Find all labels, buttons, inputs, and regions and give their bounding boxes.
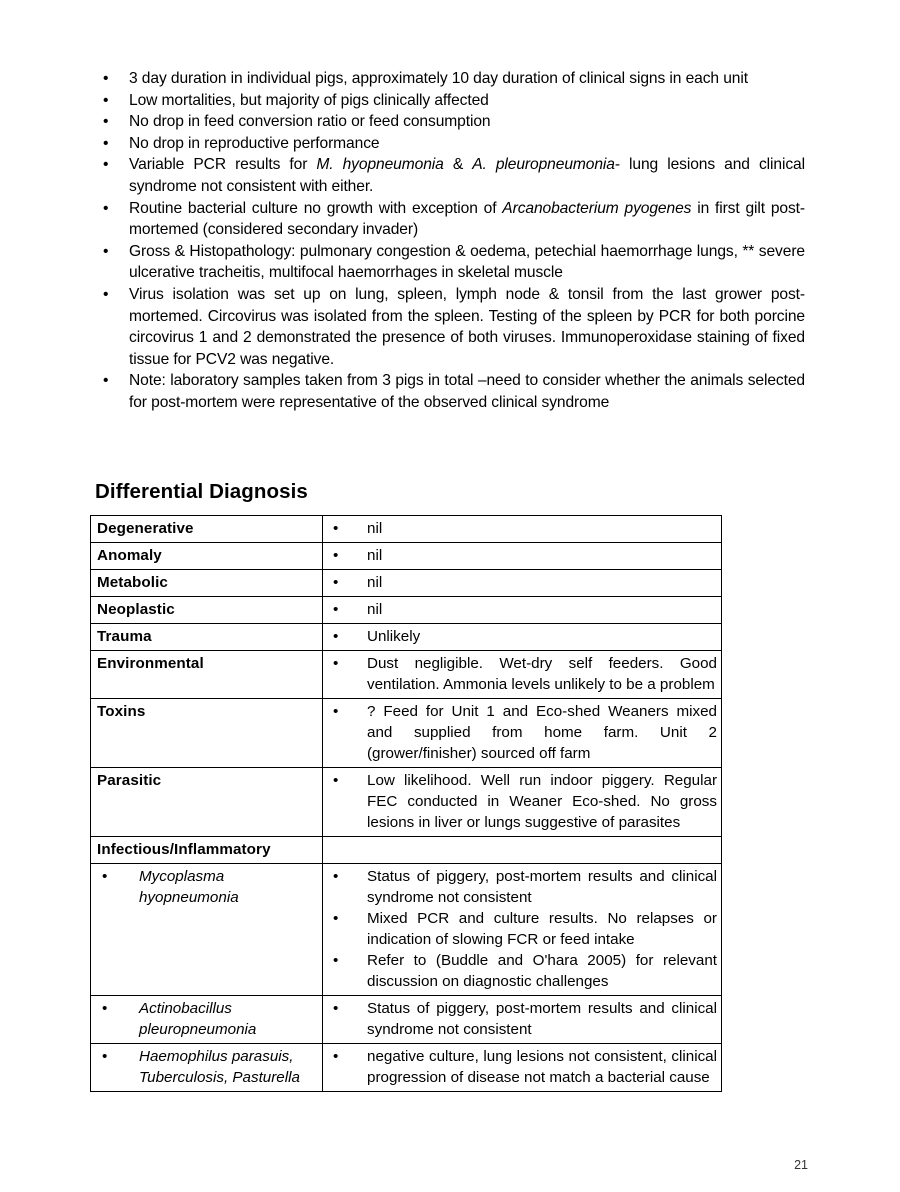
finding-item-virus-isolation bbox=[95, 284, 805, 370]
bullet-icon: • bbox=[102, 1000, 108, 1017]
finding-text bbox=[129, 243, 805, 282]
text-run: Variable PCR results for bbox=[129, 156, 317, 174]
list-item bbox=[327, 653, 717, 695]
category-cell-toxins bbox=[91, 699, 323, 768]
list-item bbox=[327, 950, 717, 992]
bullet-icon: • bbox=[103, 70, 109, 87]
category-label: Degenerative bbox=[97, 520, 194, 537]
bullet-icon: • bbox=[103, 242, 109, 260]
finding-text bbox=[129, 200, 805, 239]
findings-list bbox=[327, 518, 717, 539]
clinical-findings-list bbox=[95, 68, 805, 414]
category-cell-infectious-inflammatory bbox=[91, 837, 323, 864]
list-item bbox=[327, 572, 717, 593]
finding-text: Status of piggery, post-mortem results and clinical syndrome not consistent bbox=[367, 1000, 717, 1038]
bullet-icon: • bbox=[102, 1048, 108, 1065]
category-cell-parasitic bbox=[91, 768, 323, 837]
list-item bbox=[327, 770, 717, 833]
finding-item-pcr-results bbox=[95, 154, 805, 197]
category-bullet-row bbox=[97, 866, 318, 908]
table-row bbox=[91, 516, 722, 543]
finding-text bbox=[129, 135, 379, 152]
list-item bbox=[327, 599, 717, 620]
list-item bbox=[327, 998, 717, 1040]
findings-list bbox=[327, 653, 717, 695]
finding-text: Dust negligible. Wet-dry self feeders. Good ventilation. Ammonia levels unlikely to be a problem bbox=[367, 655, 717, 693]
bullet-icon: • bbox=[103, 156, 109, 174]
table-row bbox=[91, 699, 722, 768]
findings-cell-infectious-inflammatory bbox=[323, 837, 722, 864]
finding-text: nil bbox=[367, 547, 383, 564]
category-cell-actinobacillus-pleuropneumonia bbox=[91, 996, 323, 1044]
bullet-icon: • bbox=[103, 372, 109, 390]
findings-list bbox=[327, 770, 717, 833]
category-label: Infectious/Inflammatory bbox=[97, 841, 271, 858]
category-cell-neoplastic bbox=[91, 597, 323, 624]
bullet-icon: • bbox=[333, 520, 339, 537]
bullet-icon: • bbox=[333, 655, 339, 672]
findings-cell-toxins bbox=[323, 699, 722, 768]
table-row bbox=[91, 837, 722, 864]
table-row bbox=[91, 864, 722, 996]
findings-cell-anomaly bbox=[323, 543, 722, 570]
category-bullet-row bbox=[97, 1046, 318, 1088]
finding-text bbox=[129, 113, 490, 130]
findings-list bbox=[327, 545, 717, 566]
finding-text: Low likelihood. Well run indoor piggery. Regular FEC conducted in Weaner Eco-shed. No gross lesions in liver or lungs suggestive of parasites bbox=[367, 772, 717, 831]
table-row bbox=[91, 996, 722, 1044]
bullet-icon: • bbox=[333, 574, 339, 591]
table-row bbox=[91, 651, 722, 699]
list-item bbox=[327, 866, 717, 908]
findings-cell-neoplastic bbox=[323, 597, 722, 624]
bullet-icon: • bbox=[333, 628, 339, 645]
findings-cell-metabolic bbox=[323, 570, 722, 597]
page-title: Differential Diagnosis bbox=[95, 480, 308, 503]
category-bullet-row bbox=[97, 998, 318, 1040]
bullet-icon: • bbox=[102, 868, 108, 885]
table-row bbox=[91, 597, 722, 624]
table-body bbox=[91, 516, 722, 1092]
bullet-icon: • bbox=[103, 113, 109, 131]
bullet-icon: • bbox=[103, 91, 109, 109]
text-run: - lung lesions and clinical syndrome not consistent with either. bbox=[129, 156, 805, 195]
category-label: Anomaly bbox=[97, 547, 162, 564]
finding-text bbox=[129, 92, 489, 109]
bullet-icon: • bbox=[333, 952, 339, 969]
category-label: Toxins bbox=[97, 703, 146, 720]
category-label: Neoplastic bbox=[97, 601, 175, 618]
text-run: Gross & Histopathology: pulmonary congestion & oedema, petechial haemorrhage lungs, ** severe ulcerative tracheitis, multifocal haemorrhages in skeletal muscle bbox=[129, 242, 805, 282]
list-item bbox=[327, 1046, 717, 1088]
finding-text bbox=[129, 70, 748, 87]
findings-cell-haemophilus-parasuis bbox=[323, 1044, 722, 1092]
finding-text bbox=[129, 372, 805, 411]
category-cell-trauma bbox=[91, 624, 323, 651]
findings-cell-degenerative bbox=[323, 516, 722, 543]
text-run: Routine bacterial culture no growth with exception of bbox=[129, 199, 503, 217]
bullet-icon: • bbox=[103, 199, 109, 217]
category-label: Parasitic bbox=[97, 772, 162, 789]
text-run: Note: laboratory samples taken from 3 pigs in total –need to consider whether the animals selected for post-mortem were representative of the observed clinical syndrome bbox=[129, 372, 805, 411]
bullet-icon: • bbox=[333, 1000, 339, 1017]
page-number: 21 bbox=[794, 1158, 808, 1172]
findings-list bbox=[327, 572, 717, 593]
category-cell-metabolic bbox=[91, 570, 323, 597]
findings-cell-mycoplasma-hyopneumonia bbox=[323, 864, 722, 996]
finding-text bbox=[129, 156, 805, 195]
bullet-icon: • bbox=[103, 134, 109, 152]
list-item bbox=[327, 545, 717, 566]
bullet-icon: • bbox=[333, 601, 339, 618]
text-run: Virus isolation was set up on lung, spleen, lymph node & tonsil from the last grower post-mortemed. Circovirus was isolated from the spleen. Testing of the spleen by PCR for both porcine circovirus 1 and 2 demonstrated the presence of both viruses. Immunoperoxidase staining of fixed tissue for PCV2 was negative. bbox=[129, 285, 805, 368]
bullet-icon: • bbox=[333, 868, 339, 885]
findings-list bbox=[327, 1046, 717, 1088]
table-row bbox=[91, 768, 722, 837]
finding-item-duration bbox=[95, 68, 805, 90]
text-run: in first gilt post-mortemed (considered secondary invader) bbox=[129, 199, 805, 239]
finding-text bbox=[129, 286, 805, 368]
category-label: Haemophilus parasuis, Tuberculosis, Pasturella bbox=[139, 1048, 300, 1086]
differential-diagnosis-table bbox=[90, 515, 722, 1092]
category-cell-haemophilus-parasuis bbox=[91, 1044, 323, 1092]
species-name: M. hyopneumonia bbox=[316, 156, 444, 174]
table-row bbox=[91, 570, 722, 597]
category-label: Trauma bbox=[97, 628, 152, 645]
bullet-icon: • bbox=[103, 285, 109, 303]
findings-list bbox=[327, 626, 717, 647]
bullet-icon: • bbox=[333, 772, 339, 789]
findings-cell-actinobacillus-pleuropneumonia bbox=[323, 996, 722, 1044]
text-run: Low mortalities, but majority of pigs clinically affected bbox=[129, 91, 489, 109]
bullet-icon: • bbox=[333, 547, 339, 564]
list-item bbox=[327, 701, 717, 764]
findings-list bbox=[327, 701, 717, 764]
finding-text: Mixed PCR and culture results. No relapses or indication of slowing FCR or feed intake bbox=[367, 910, 717, 948]
category-cell-anomaly bbox=[91, 543, 323, 570]
finding-item-gross-histopathology bbox=[95, 241, 805, 284]
findings-list bbox=[327, 599, 717, 620]
findings-cell-trauma bbox=[323, 624, 722, 651]
finding-item-reproductive bbox=[95, 133, 805, 155]
category-label: Metabolic bbox=[97, 574, 168, 591]
finding-item-mortalities bbox=[95, 90, 805, 112]
finding-item-feed-conversion bbox=[95, 111, 805, 133]
category-cell-environmental bbox=[91, 651, 323, 699]
category-cell-degenerative bbox=[91, 516, 323, 543]
finding-item-bacterial-culture bbox=[95, 198, 805, 241]
finding-text: nil bbox=[367, 574, 383, 591]
finding-text: nil bbox=[367, 601, 383, 618]
finding-text: Status of piggery, post-mortem results and clinical syndrome not consistent bbox=[367, 868, 717, 906]
finding-text: Refer to (Buddle and O'hara 2005) for relevant discussion on diagnostic challenges bbox=[367, 952, 717, 990]
category-cell-mycoplasma-hyopneumonia bbox=[91, 864, 323, 996]
finding-text: ? Feed for Unit 1 and Eco-shed Weaners mixed and supplied from home farm. Unit 2 (grower/finisher) sourced off farm bbox=[367, 703, 717, 762]
species-name: A. pleuropneumonia bbox=[472, 156, 615, 174]
findings-list bbox=[327, 866, 717, 992]
list-item bbox=[327, 908, 717, 950]
category-label: Mycoplasma hyopneumonia bbox=[139, 868, 239, 906]
finding-text: negative culture, lung lesions not consistent, clinical progression of disease not match a bacterial cause bbox=[367, 1048, 717, 1086]
findings-list bbox=[327, 998, 717, 1040]
text-run: No drop in reproductive performance bbox=[129, 134, 380, 152]
bullet-icon: • bbox=[333, 910, 339, 927]
finding-text: Unlikely bbox=[367, 628, 421, 645]
findings-cell-parasitic bbox=[323, 768, 722, 837]
text-run: & bbox=[443, 156, 473, 174]
text-run: 3 day duration in individual pigs, approximately 10 day duration of clinical signs in each unit bbox=[129, 70, 748, 87]
category-label: Environmental bbox=[97, 655, 204, 672]
finding-text: nil bbox=[367, 520, 383, 537]
list-item bbox=[327, 518, 717, 539]
category-label: Actinobacillus pleuropneumonia bbox=[139, 1000, 257, 1038]
finding-item-note-samples bbox=[95, 370, 805, 413]
text-run: No drop in feed conversion ratio or feed consumption bbox=[129, 113, 491, 131]
bullet-icon: • bbox=[333, 1048, 339, 1065]
list-item bbox=[327, 626, 717, 647]
table-row bbox=[91, 1044, 722, 1092]
findings-cell-environmental bbox=[323, 651, 722, 699]
table-row bbox=[91, 543, 722, 570]
empty-cell bbox=[327, 839, 717, 860]
table-row bbox=[91, 624, 722, 651]
species-name: Arcanobacterium pyogenes bbox=[502, 199, 692, 217]
bullet-icon: • bbox=[333, 703, 339, 720]
